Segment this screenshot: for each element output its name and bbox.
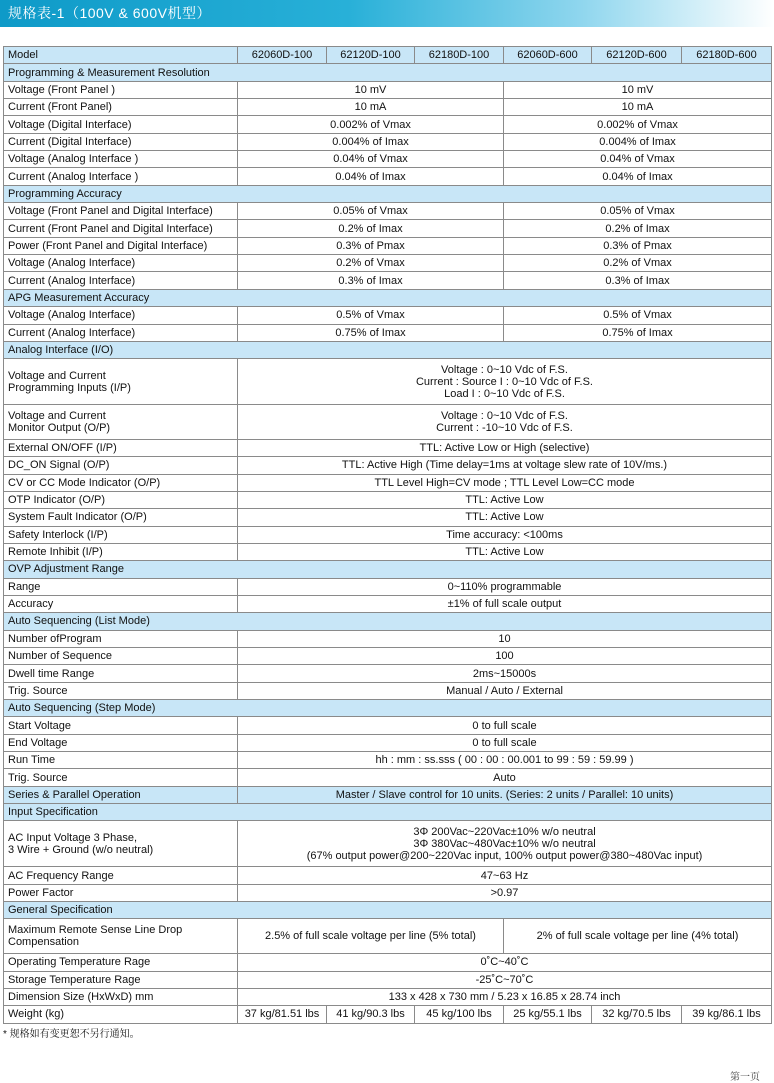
section-row [4,561,772,578]
table-row: CV or CC Mode Indicator (O/P) TTL Level High=CV mode ; TTL Level Low=CC mode [4,474,772,491]
section-row [4,700,772,717]
table-row: Weight (kg) 37 kg/81.51 lbs 41 kg/90.3 lbs 45 kg/100 lbs 25 kg/55.1 lbs 32 kg/70.5 lbs 39 kg/86.1 lbs [4,1006,772,1023]
table-row: Series & Parallel Operation Master / Slave control for 10 units. (Series: 2 units / Parallel: 10 units) [4,786,772,803]
table-row: Remote Inhibit (I/P) TTL: Active Low [4,543,772,560]
page-banner: 规格表-1（100V & 600V机型） [0,0,774,27]
table-row: Dwell time Range 2ms~15000s [4,665,772,682]
section-row [4,64,772,81]
page-number: 第一页 [730,1072,760,1083]
table-row: Voltage (Digital Interface) 0.002% of Vmax 0.002% of Vmax [4,116,772,133]
table-row: OTP Indicator (O/P) TTL: Active Low [4,491,772,508]
table-row: Current (Analog Interface ) 0.04% of Imax 0.04% of Imax [4,168,772,185]
table-row: AC Input Voltage 3 Phase, 3 Wire + Ground (w/o neutral) 3Φ 200Vac~220Vac±10% w/o neutral 3Φ 380Vac~480Vac±10% w/o neutral (67% output power@200~220Vac input, 100% output power@380~480Vac input) [4,821,772,867]
section-title: OVP Adjustment Range [4,561,772,578]
table-row: Voltage (Front Panel and Digital Interface) 0.05% of Vmax 0.05% of Vmax [4,203,772,220]
section-title: Analog Interface (I/O) [4,341,772,358]
table-row: Voltage (Front Panel ) 10 mV 10 mV [4,81,772,98]
section-title: Auto Sequencing (Step Mode) [4,700,772,717]
section-title: APG Measurement Accuracy [4,289,772,306]
table-row: Trig. Source Auto [4,769,772,786]
table-row: Voltage and Current Monitor Output (O/P) Voltage : 0~10 Vdc of F.S. Current : -10~10 Vdc of F.S. [4,405,772,440]
section-row [4,289,772,306]
table-row: Voltage (Analog Interface) 0.2% of Vmax 0.2% of Vmax [4,255,772,272]
table-row: System Fault Indicator (O/P) TTL: Active Low [4,509,772,526]
table-row: Current (Analog Interface) 0.75% of Imax 0.75% of Imax [4,324,772,341]
table-row: Number of Sequence 100 [4,648,772,665]
table-row: Current (Front Panel and Digital Interface) 0.2% of Imax 0.2% of Imax [4,220,772,237]
model-label: Model [4,47,238,64]
model-header: 62060D-600 [504,47,592,64]
table-row: Accuracy ±1% of full scale output [4,595,772,612]
section-title: Auto Sequencing (List Mode) [4,613,772,630]
table-row: Voltage and Current Programming Inputs (I/P) Voltage : 0~10 Vdc of F.S. Current : Source I : 0~10 Vdc of F.S. Load I : 0~10 Vdc of F.S. [4,359,772,405]
table-row: Power (Front Panel and Digital Interface) 0.3% of Pmax 0.3% of Pmax [4,237,772,254]
table-row: Storage Temperature Rage -25˚C~70˚C [4,971,772,988]
table-row: Trig. Source Manual / Auto / External [4,682,772,699]
table-row: Safety Interlock (I/P) Time accuracy: <100ms [4,526,772,543]
section-row [4,902,772,919]
table-row: AC Frequency Range 47~63 Hz [4,867,772,884]
table-row: Current (Analog Interface) 0.3% of Imax 0.3% of Imax [4,272,772,289]
section-title: Programming & Measurement Resolution [4,64,772,81]
table-row: Current (Digital Interface) 0.004% of Imax 0.004% of Imax [4,133,772,150]
footnote: * 规格如有变更恕不另行通知。 [3,1029,140,1040]
section-row [4,613,772,630]
table-row: DC_ON Signal (O/P) TTL: Active High (Time delay=1ms at voltage slew rate of 10V/ms.) [4,457,772,474]
model-header: 62060D-100 [238,47,327,64]
model-header: 62180D-100 [415,47,504,64]
table-row: Number ofProgram 10 [4,630,772,647]
model-header: 62180D-600 [682,47,772,64]
model-header: 62120D-100 [327,47,415,64]
table-row: Voltage (Analog Interface) 0.5% of Vmax 0.5% of Vmax [4,307,772,324]
table-row: End Voltage 0 to full scale [4,734,772,751]
table-row: Current (Front Panel) 10 mA 10 mA [4,99,772,116]
table-row: Range 0~110% programmable [4,578,772,595]
table-row: Maximum Remote Sense Line Drop Compensation 2.5% of full scale voltage per line (5% total) 2% of full scale voltage per line (4% total) [4,919,772,954]
section-row [4,804,772,821]
table-row: Power Factor >0.97 [4,884,772,901]
spec-table [3,46,772,1024]
table-row: Run Time hh : mm : ss.sss ( 00 : 00 : 00.001 to 99 : 59 : 59.99 ) [4,752,772,769]
section-row [4,185,772,202]
table-row: External ON/OFF (I/P) TTL: Active Low or High (selective) [4,439,772,456]
section-title: General Specification [4,902,772,919]
table-row: Start Voltage 0 to full scale [4,717,772,734]
section-title: Programming Accuracy [4,185,772,202]
table-row: Dimension Size (HxWxD) mm 133 x 428 x 730 mm / 5.23 x 16.85 x 28.74 inch [4,988,772,1005]
table-header-row [4,47,772,64]
section-title: Input Specification [4,804,772,821]
table-row: Voltage (Analog Interface ) 0.04% of Vmax 0.04% of Vmax [4,151,772,168]
table-row: Operating Temperature Rage 0˚C~40˚C [4,954,772,971]
model-header: 62120D-600 [592,47,682,64]
section-row [4,341,772,358]
